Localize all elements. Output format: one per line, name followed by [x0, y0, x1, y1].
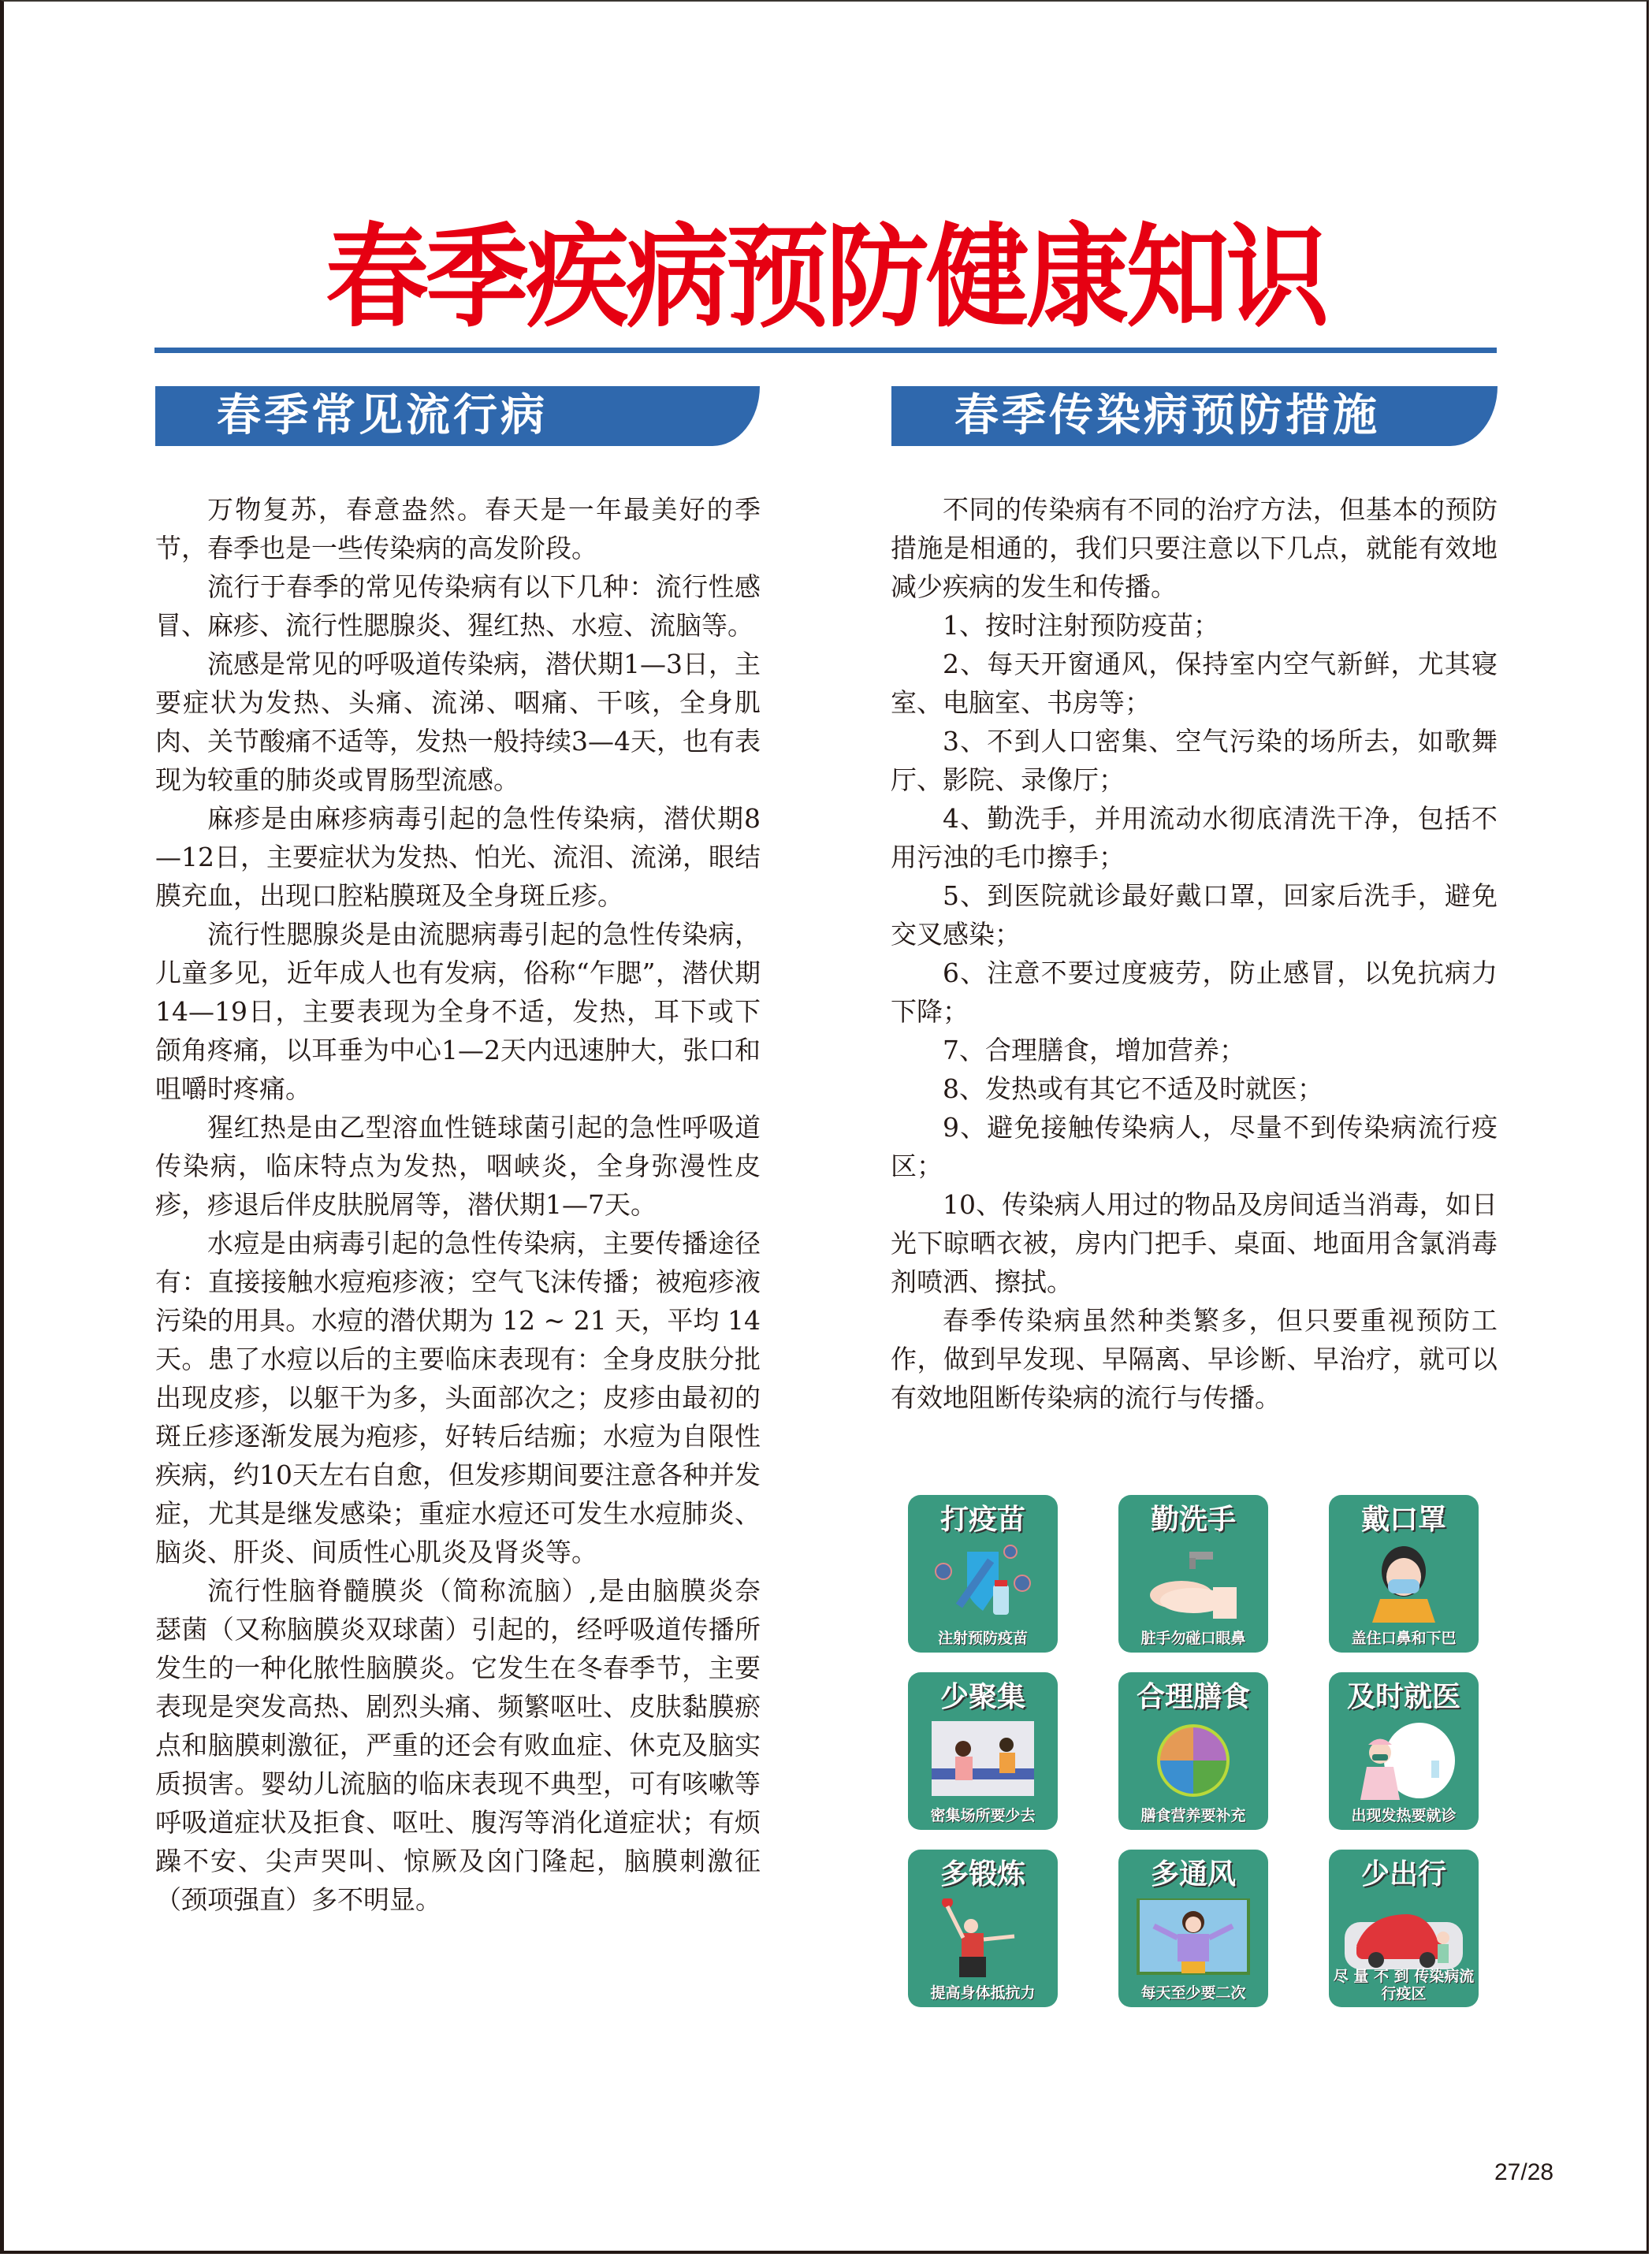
card-title: 多锻炼	[939, 1858, 1025, 1891]
paragraph: 猩红热是由乙型溶血性链球菌引起的急性呼吸道传染病，临床特点为发热，咽峡炎，全身弥漫性皮疹，疹退后伴皮肤脱屑等，潜伏期1—7天。	[155, 1112, 761, 1220]
paragraph: 万物复苏，春意盎然。春天是一年最美好的季节，春季也是一些传染病的高发阶段。	[155, 494, 761, 563]
paragraph: 水痘是由病毒引起的急性传染病，主要传播途径有：直接接触水痘疱疹液；空气飞沫传播；被疱疹液污染的用具。水痘的潜伏期为 12 ~ 21 天，平均 14 天。患了水痘以后的主要临床表现有：全身皮肤分批出现皮疹，以躯干为多，头面部次之；皮疹由最初的斑丘疹逐渐发展为疱疹，好转后结痂；水痘为自限性疾病，约10天左右自愈，但发疹期间要注意各种并发症，尤其是继发感染；重症水痘还可发生水痘肺炎、脑炎、肝炎、间质性心肌炎及肾炎等。	[155, 1228, 761, 1567]
face-mask-icon	[1345, 1544, 1463, 1623]
card-caption: 密集场所要少去	[930, 1807, 1036, 1824]
open-window-icon	[1134, 1898, 1252, 1977]
list-item: 6、注意不要过度疲劳，防止感冒，以免抗病力下降；	[891, 957, 1498, 1027]
card-title: 多通风	[1150, 1858, 1236, 1891]
title-divider	[154, 348, 1497, 353]
card-less-travel	[1329, 1850, 1479, 2007]
card-caption: 注射预防疫苗	[937, 1630, 1028, 1647]
list-item: 10、传染病人用过的物品及房间适当消毒，如日光下晾晒衣被，房内门把手、桌面、地面用含氯消毒剂喷洒、擦拭。	[891, 1189, 1498, 1297]
prevention-card-grid	[908, 1495, 1479, 2010]
page-title: 春季疾病预防健康知识	[326, 213, 1326, 343]
table-tennis-icon	[924, 1898, 1042, 1977]
list-item: 7、合理膳食，增加营养；	[943, 1035, 1245, 1065]
page-number: 27/28	[1494, 2159, 1554, 2185]
card-avoid-crowds	[908, 1672, 1058, 1830]
common-diseases-column	[155, 490, 761, 1919]
list-item: 8、发热或有其它不适及时就医；	[943, 1073, 1323, 1104]
list-item: 3、不到人口密集、空气污染的场所去，如歌舞厅、影院、录像厅；	[891, 726, 1498, 795]
card-caption: 盖住口鼻和下巴	[1351, 1630, 1457, 1647]
card-see-doctor	[1329, 1672, 1479, 1830]
paragraph: 麻疹是由麻疹病毒引起的急性传染病，潜伏期8—12日，主要症状为发热、怕光、流泪、流涕，眼结膜充血，出现口腔粘膜斑及全身斑丘疹。	[155, 803, 761, 911]
section-header-prevention	[891, 386, 1498, 446]
card-mask	[1329, 1495, 1479, 1653]
paragraph: 流行于春季的常见传染病有以下几种：流行性感冒、麻疹、流行性腮腺炎、猩红热、水痘、流脑等。	[155, 571, 761, 641]
card-ventilation	[1118, 1850, 1268, 2007]
section-header-common-diseases	[155, 386, 760, 446]
card-title: 少聚集	[939, 1681, 1025, 1713]
card-title: 打疫苗	[939, 1504, 1025, 1536]
card-vaccine	[908, 1495, 1058, 1653]
paragraph: 流行性腮腺炎是由流腮病毒引起的急性传染病，儿童多见，近年成人也有发病，俗称“乍腮”，潜伏期14—19日，主要表现为全身不适，发热，耳下或下颌角疼痛，以耳垂为中心1—2天内迅速肿大，张口和咀嚼时疼痛。	[155, 919, 761, 1104]
card-handwashing	[1118, 1495, 1268, 1653]
card-title: 少出行	[1360, 1858, 1446, 1891]
list-item: 5、到医院就诊最好戴口罩，回家后洗手，避免交叉感染；	[891, 880, 1498, 950]
card-caption: 脏手勿碰口眼鼻	[1140, 1630, 1246, 1647]
intro-paragraph: 不同的传染病有不同的治疗方法，但基本的预防措施是相通的，我们只要注意以下几点，就能有效地减少疾病的发生和传播。	[891, 494, 1498, 602]
paragraph: 流行性脑脊髓膜炎（简称流脑）,是由脑膜炎奈瑟菌（又称脑膜炎双球菌）引起的，经呼吸道传播所发生的一种化脓性脑膜炎。它发生在冬春季节，主要表现是突发高热、剧烈头痛、频繁呕吐、皮肤黏膜瘀点和脑膜刺激征，严重的还会有败血症、休克及脑实质损害。婴幼儿流脑的临床表现不典型，可有咳嗽等呼吸道症状及拒食、呕吐、腹泻等消化道症状；有烦躁不安、尖声哭叫、惊厥及囟门隆起，脑膜刺激征（颈项强直）多不明显。	[155, 1575, 761, 1915]
section-heading: 春季常见流行病	[217, 390, 548, 441]
car-icon	[1345, 1898, 1463, 1977]
card-caption: 出现发热要就诊	[1351, 1807, 1457, 1824]
card-caption: 提高身体抵抗力	[930, 1984, 1036, 2002]
list-item: 9、避免接触传染病人，尽量不到传染病流行疫区；	[891, 1112, 1498, 1181]
prevention-column	[891, 490, 1498, 1417]
list-item: 1、按时注射预防疫苗；	[943, 610, 1219, 641]
card-title: 勤洗手	[1150, 1504, 1236, 1536]
food-plate-icon	[1134, 1721, 1252, 1800]
list-item: 4、勤洗手，并用流动水彻底清洗干净，包括不用污浊的毛巾擦手；	[891, 803, 1498, 872]
handwashing-icon	[1134, 1544, 1252, 1623]
list-item: 2、每天开窗通风，保持室内空气新鲜，尤其寝室、电脑室、书房等；	[891, 649, 1498, 718]
card-caption: 每天至少要二次	[1140, 1984, 1246, 2002]
card-balanced-diet	[1118, 1672, 1268, 1830]
section-heading: 春季传染病预防措施	[954, 390, 1380, 441]
paragraph: 流感是常见的呼吸道传染病，潜伏期1—3日，主要症状为发热、头痛、流涕、咽痛、干咳，全身肌肉、关节酸痛不适等，发热一般持续3—4天，也有表现为较重的肺炎或胃肠型流感。	[155, 649, 761, 795]
card-title: 及时就医	[1346, 1681, 1460, 1713]
card-caption: 尽 量 不 到 传染病流行疫区	[1333, 1968, 1475, 2002]
nurse-icon	[1345, 1721, 1463, 1800]
card-title: 合理膳食	[1136, 1681, 1250, 1713]
card-exercise	[908, 1850, 1058, 2007]
card-caption: 膳食营养要补充	[1140, 1807, 1246, 1824]
conclusion-paragraph: 春季传染病虽然种类繁多，但只要重视预防工作，做到早发现、早隔离、早诊断、早治疗，就可以有效地阻断传染病的流行与传播。	[891, 1305, 1498, 1413]
card-title: 戴口罩	[1360, 1504, 1446, 1536]
vaccine-syringe-icon	[924, 1544, 1042, 1623]
crowd-subway-icon	[924, 1721, 1042, 1800]
